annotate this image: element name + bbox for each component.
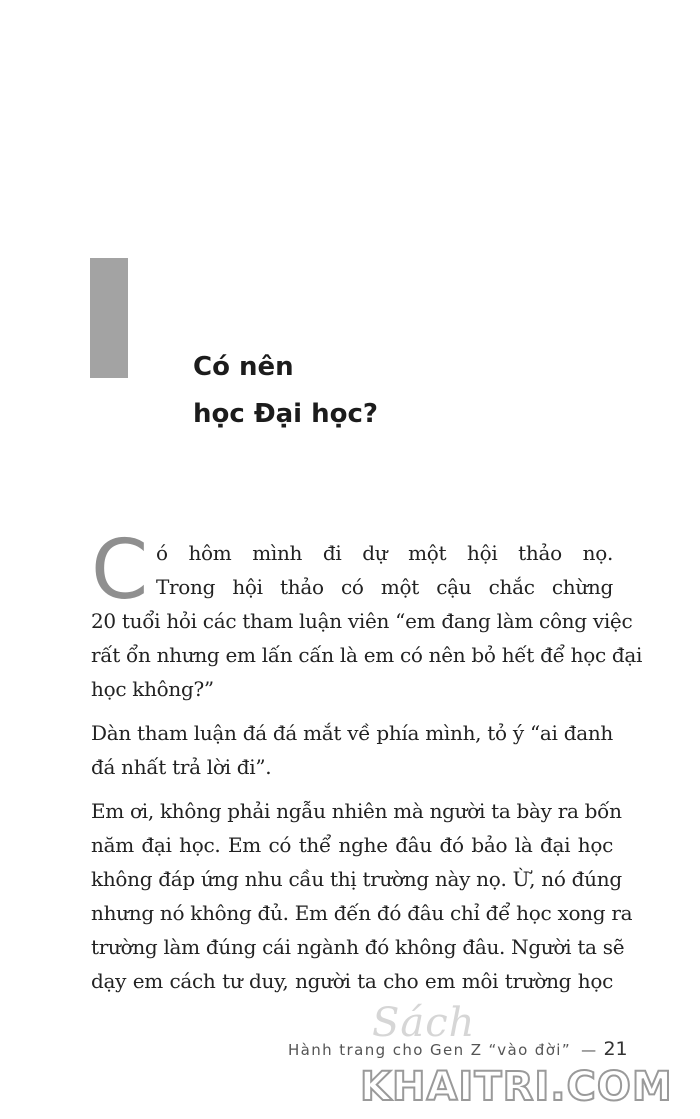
chapter-title-line-1: Có nên [193,352,294,382]
text-line: học không?” [91,677,214,701]
footer-dash: — [581,1041,598,1059]
watermark-script: Sách [372,1000,476,1046]
watermark-logo: KHAITRI.COM [360,1064,673,1110]
text-line: trường làm đúng cái ngành đó không đâu. Người ta sẽ [91,935,625,959]
paragraph-1 [91,523,643,706]
chapter-number [90,258,128,378]
text-line: nhưng nó không đủ. Em đến đó đâu chỉ để học xong ra [91,901,633,925]
text-line: Dàn tham luận đá đá mắt về phía mình, tỏ ý “ai đanh [91,721,613,745]
body-text [91,523,643,1008]
text-line: rất ổn nhưng em lấn cấn là em có nên bỏ hết để học đại [91,643,643,667]
page-footer [288,1038,628,1060]
paragraph-3 [91,794,633,998]
text-line: Em ơi, không phải ngẫu nhiên mà người ta bày ra bốn [91,799,622,823]
drop-cap: C [91,523,148,618]
text-line: đá nhất trả lời đi”. [91,755,272,779]
page-number: 21 [603,1038,628,1060]
text-line: 20 tuổi hỏi các tham luận viên “em đang làm công việc [91,609,633,633]
footer-book-title: Hành trang cho Gen Z “vào đời” [288,1041,572,1059]
text-line: dạy em cách tư duy, người ta cho em môi trường học [91,969,613,993]
text-line: không đáp ứng nhu cầu thị trường này nọ. Ừ, nó đúng [91,867,622,891]
chapter-title-line-2: học Đại học? [193,399,378,429]
chapter-title [193,344,378,438]
paragraph-2 [91,716,613,784]
text-line: Trong hội thảo có một cậu chắc chừng [155,575,613,599]
text-line: năm đại học. Em có thể nghe đâu đó bảo là đại học [91,833,613,857]
text-line: ó hôm mình đi dự một hội thảo nọ. [155,541,613,565]
